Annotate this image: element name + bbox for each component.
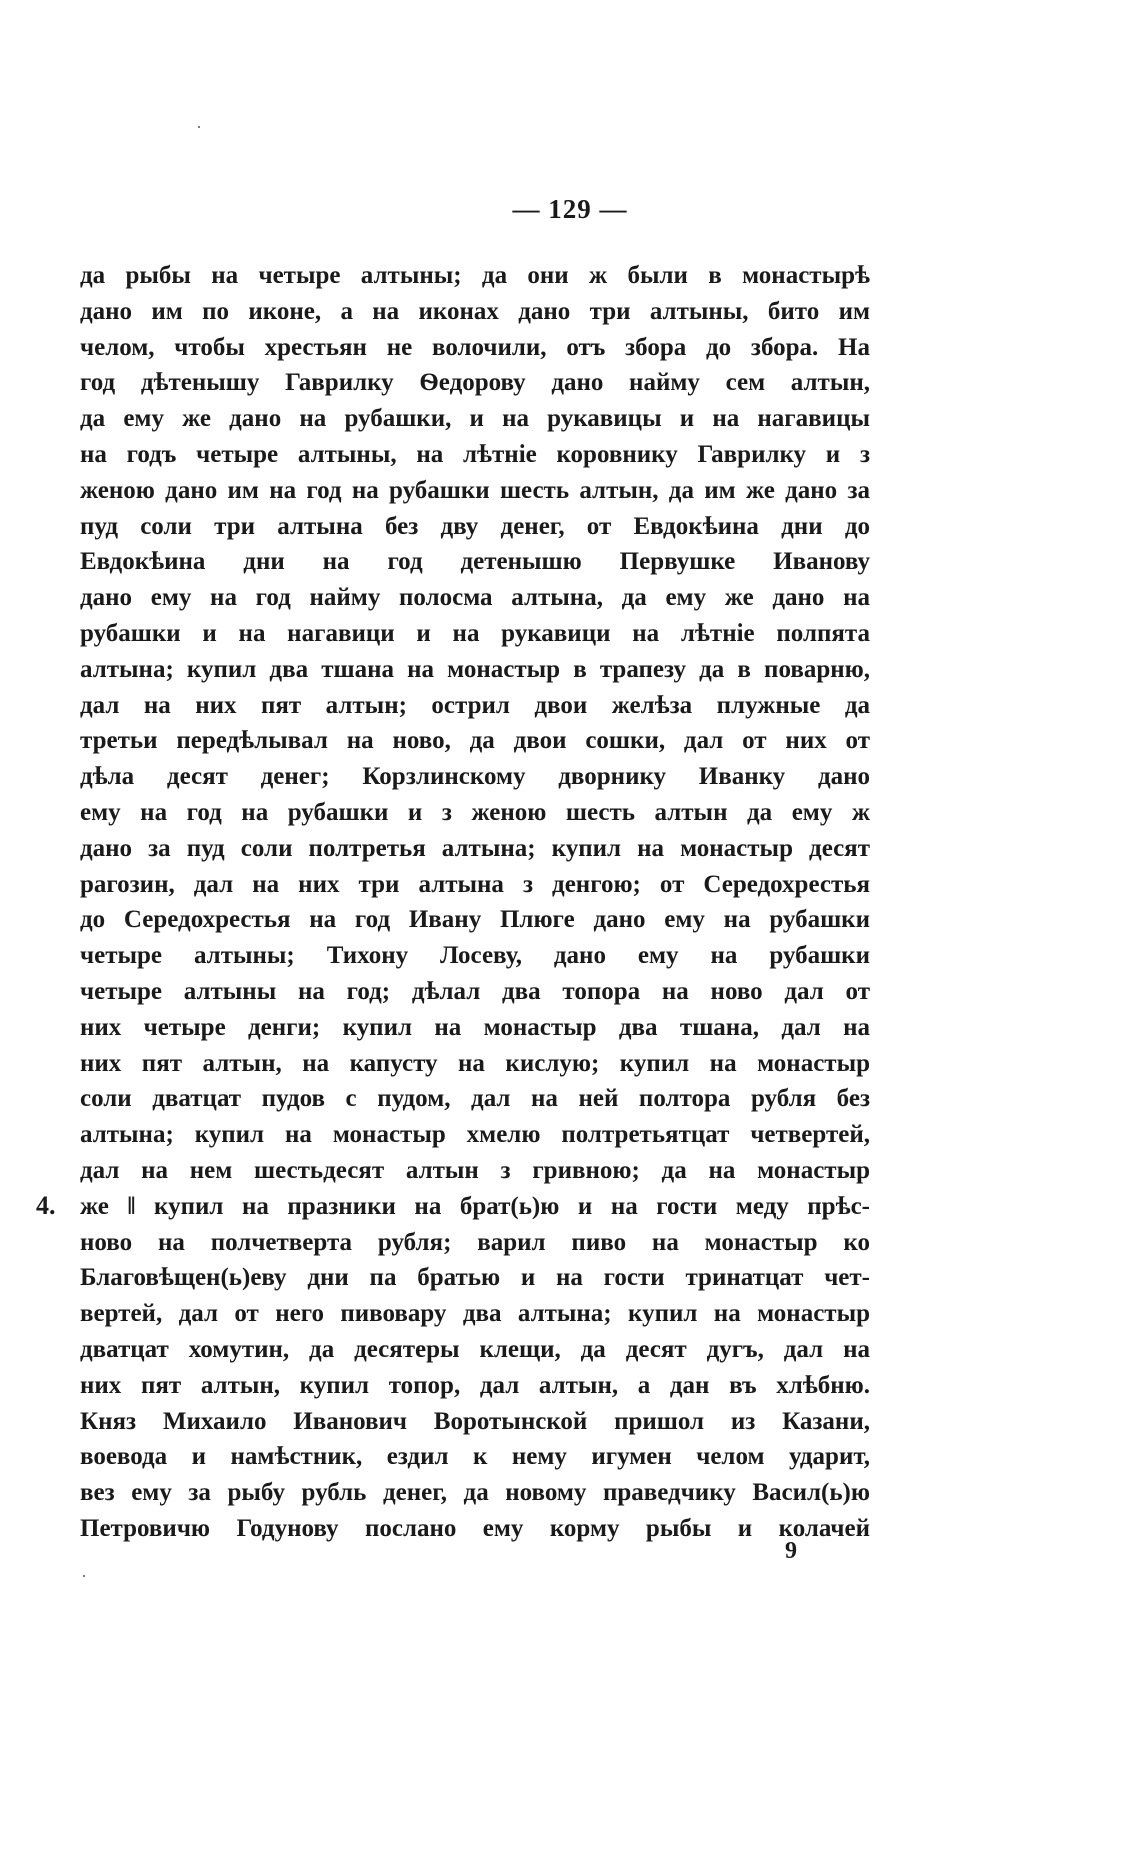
signature-mark: 9 <box>785 1538 797 1564</box>
text-line: Петровичю Годунову послано ему корму рыбы и колачей <box>80 1514 870 1542</box>
text-line: дал на нем шестьдесят алтын з гривною; да на монастыр <box>80 1156 870 1184</box>
text-line: дано за пуд соли полтретья алтына; купил на монастыр десят <box>80 834 870 862</box>
text-line: же ‖ купил на празники на брат(ь)ю и на гости меду прѣс- <box>80 1192 870 1220</box>
body-text <box>80 258 870 1547</box>
text-line: соли дватцат пудов с пудом, дал на ней полтора рубля без <box>80 1085 870 1113</box>
text-line: на годъ четыре алтыны, на лѣтніе коровнику Гаврилку и з <box>80 440 870 468</box>
text-line: третьи передѣлывал на ново, да двои сошки, дал от них от <box>80 727 870 755</box>
text-line: челом, чтобы хрестьян не волочили, отъ збора до збора. На <box>80 333 870 361</box>
text-line: рубашки и на нагавици и на рукавици на лѣтніе полпята <box>80 619 870 647</box>
text-line: до Середохрестья на год Ивану Плюге дано ему на рубашки <box>80 906 870 934</box>
text-line: ему на год на рубашки и з женою шесть алтын да ему ж <box>80 798 870 826</box>
text-line: четыре алтыны на год; дѣлал два топора на ново дал от <box>80 977 870 1005</box>
text-line: дано ему на год найму полосма алтына, да ему же дано на <box>80 584 870 612</box>
text-line: воевода и намѣстник, ездил к нему игумен челом ударит, <box>80 1443 870 1471</box>
text-line: алтына; купил на монастыр хмелю полтретьятцат четвертей, <box>80 1121 870 1149</box>
text-line: год дѣтенышу Гаврилку Ѳедорову дано найму сем алтын, <box>80 369 870 397</box>
text-line: Княз Михаило Иванович Воротынской пришол из Казани, <box>80 1407 870 1435</box>
text-line: дано им по иконе, а на иконах дано три алтыны, бито им <box>80 297 870 325</box>
text-line: дал на них пят алтын; острил двои желѣза плужные да <box>80 691 870 719</box>
text-line: женою дано им на год на рубашки шесть алтын, да им же дано за <box>80 476 870 504</box>
text-line: да ему же дано на рубашки, и на рукавицы и на нагавицы <box>80 405 870 433</box>
text-line: рагозин, дал на них три алтына з денгою; от Середохрестья <box>80 870 870 898</box>
text-line: вертей, дал от него пивовару два алтына; купил на монастыр <box>80 1300 870 1328</box>
text-line: дватцат хомутин, да десятеры клещи, да десят дугъ, дал на <box>80 1335 870 1363</box>
text-line: них пят алтын, купил топор, дал алтын, а дан въ хлѣбню. <box>80 1371 870 1399</box>
margin-marker: 4. <box>36 1191 56 1220</box>
text-line: вез ему за рыбу рубль денег, да новому праведчику Васил(ь)ю <box>80 1479 870 1507</box>
print-speck <box>198 126 200 128</box>
text-line: четыре алтыны; Тихону Лосеву, дано ему на рубашки <box>80 942 870 970</box>
text-line: Благовѣщен(ь)еву дни па братью и на гости тринатцат чет- <box>80 1264 870 1292</box>
text-line: них пят алтын, на капусту на кислую; купил на монастыр <box>80 1049 870 1077</box>
text-line: ново на полчетверта рубля; варил пиво на монастыр ко <box>80 1228 870 1256</box>
text-line: алтына; купил два тшана на монастыр в трапезу да в поварню, <box>80 655 870 683</box>
text-line: пуд соли три алтына без дву денег, от Евдокѣина дни до <box>80 512 870 540</box>
text-line: них четыре денги; купил на монастыр два тшана, дал на <box>80 1013 870 1041</box>
text-line: дѣла десят денег; Корзлинскому дворнику Иванку дано <box>80 763 870 791</box>
print-speck <box>83 1575 85 1577</box>
page-number: — 129 — <box>512 194 628 224</box>
text-line: Евдокѣина дни на год детенышю Первушке Иванову <box>80 548 870 576</box>
text-line: да рыбы на четыре алтыны; да они ж были в монастырѣ <box>80 262 870 289</box>
